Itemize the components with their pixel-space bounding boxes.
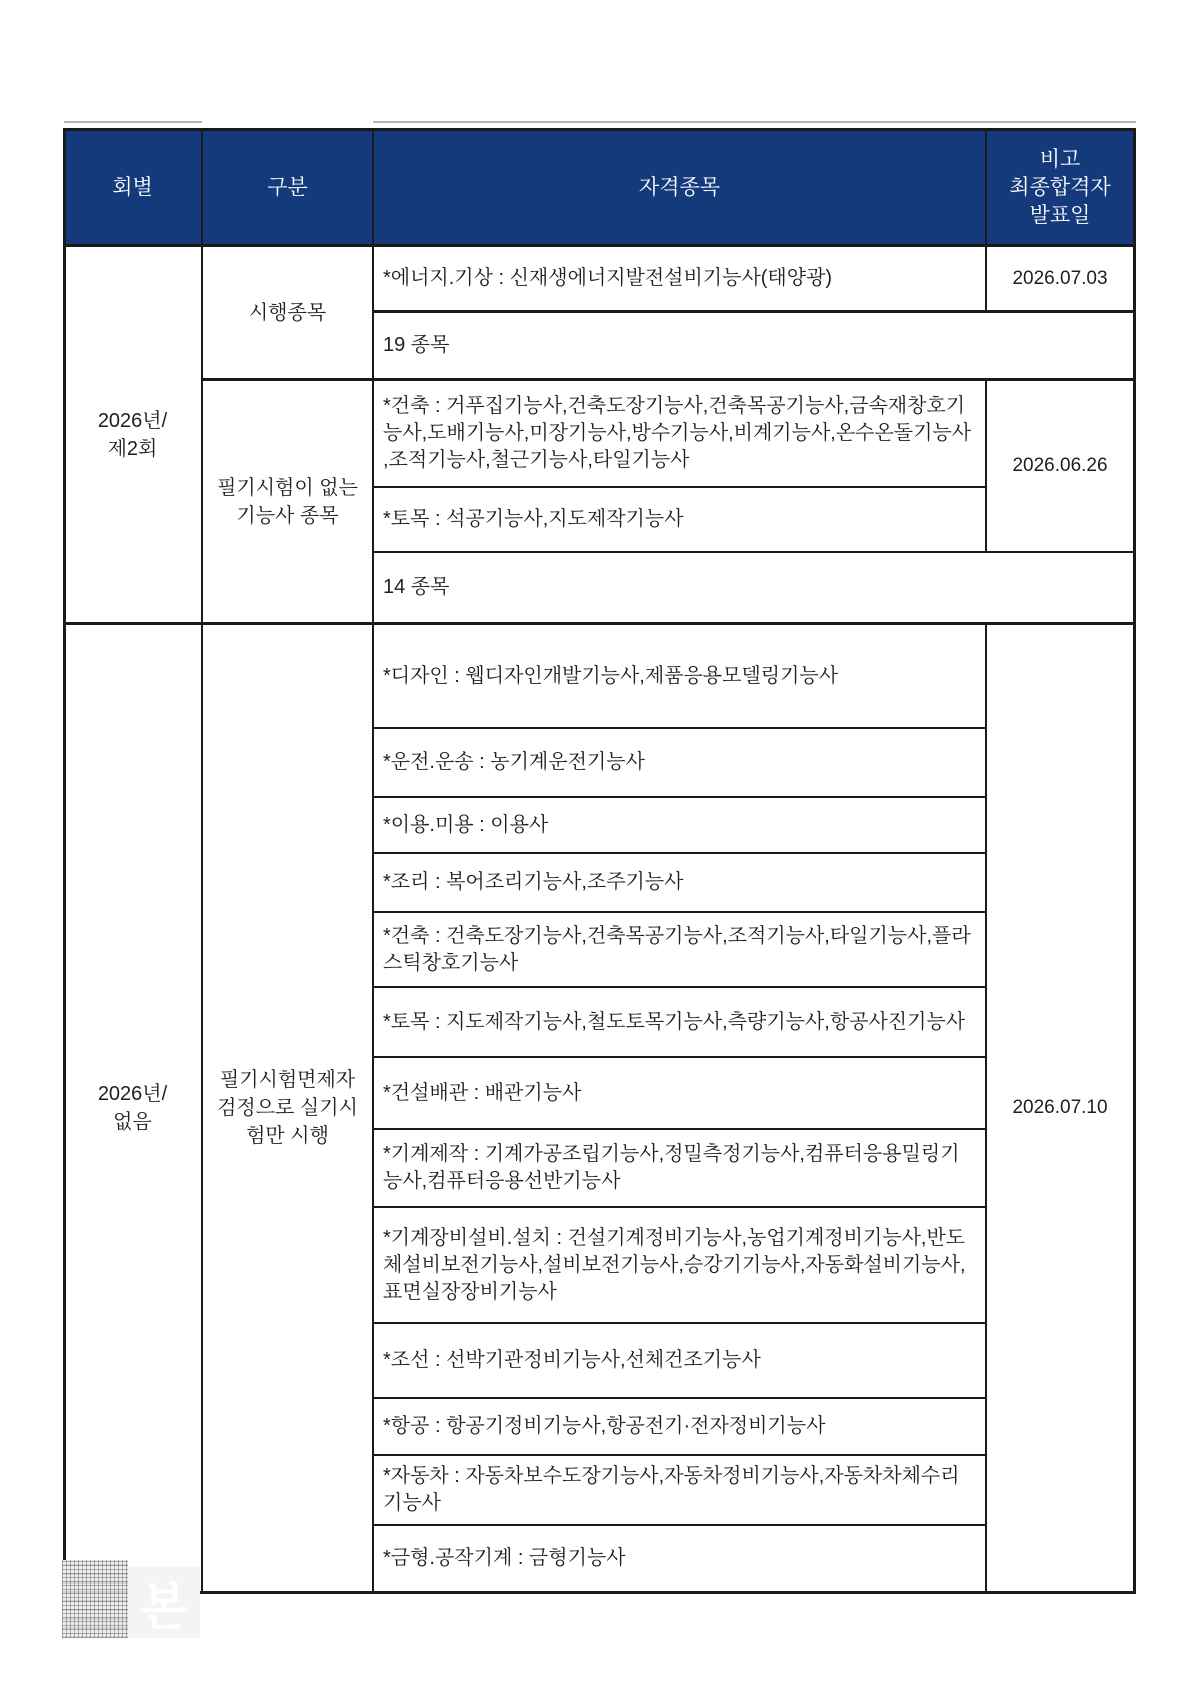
qualification-row-count-19 [374, 313, 1133, 378]
table-border [373, 1128, 985, 1130]
table-border [201, 131, 203, 1593]
category-label: 시행종목 [248, 301, 327, 324]
date-cell-2 [987, 381, 1133, 551]
session-label: 없음 [113, 1110, 152, 1133]
qualification-row-construction [374, 381, 985, 486]
date-text: 2026.07.10 [1012, 1096, 1108, 1118]
table-border [373, 310, 1136, 313]
qualification-row-energy [374, 247, 985, 310]
header-cell-session [64, 131, 201, 244]
count-text: 14 종목 [383, 576, 450, 598]
qualification-row-mold [374, 1526, 985, 1591]
qualification-row-machine-making [374, 1130, 985, 1206]
stamp-pattern [62, 1560, 128, 1638]
table-border [63, 128, 1136, 131]
qualification-text: *조선 : 선박기관정비기능사,선체건조기능사 [383, 1349, 761, 1371]
qualification-text: *건축 : 건축도장기능사,건축목공기능사,조적기능사,타일기능사,플라스틱창호기능사 [383, 924, 971, 974]
category-cell-implemented [203, 247, 372, 378]
table-border [373, 852, 985, 854]
table-border [202, 378, 1136, 381]
table-border [373, 1322, 985, 1324]
category-label: 필기시험면제자 [219, 1068, 356, 1091]
qualification-text: *운전.운송 : 농기계운전기능사 [383, 751, 645, 773]
qualification-text: *기계제작 : 기계가공조립기능사,정밀측정기능사,컴퓨터응용밀링기능사,컴퓨터응용선반기능사 [383, 1143, 960, 1192]
header-label: 최종합격자 [1009, 175, 1111, 199]
qualification-text: *토목 : 지도제작기능사,철도토목기능사,측량기능사,항공사진기능사 [383, 1010, 966, 1033]
qualification-row-aviation [374, 1399, 985, 1454]
session-label: 2026년/ [97, 409, 168, 432]
qualification-text: *이용.미용 : 이용사 [383, 813, 549, 836]
qualification-text: *토목 : 석공기능사,지도제작기능사 [383, 508, 684, 530]
table-border [63, 1591, 1136, 1594]
session-label: 제2회 [107, 437, 158, 460]
table-border [373, 1524, 985, 1526]
date-cell-1 [987, 247, 1133, 310]
qualification-text: *건설배관 : 배관기능사 [383, 1081, 582, 1104]
qualification-row-civil [374, 488, 985, 551]
header-cell-category [203, 131, 372, 244]
header-cell-qualification [374, 131, 985, 244]
table-border [373, 1454, 985, 1456]
category-label: 험만 시행 [246, 1124, 329, 1147]
qualification-text: *조리 : 복어조리기능사,조주기능사 [383, 871, 684, 893]
qualification-row-civil2 [374, 988, 985, 1056]
table-border [373, 986, 985, 988]
qualification-row-driving [374, 729, 985, 796]
date-text: 2026.07.03 [1012, 267, 1108, 289]
table-border [373, 911, 985, 913]
header-label: 구분 [267, 175, 308, 199]
date-text: 2026.06.26 [1012, 455, 1108, 476]
category-cell-no-written-exam [203, 381, 372, 622]
category-label: 기능사 종목 [236, 504, 339, 527]
table-border [373, 727, 985, 729]
table-border [373, 796, 985, 798]
qualification-row-cooking [374, 854, 985, 911]
header-label: 발표일 [1029, 203, 1091, 227]
qualification-row-design [374, 626, 985, 726]
header-label: 회별 [112, 175, 153, 199]
qualification-row-construction2 [374, 913, 985, 986]
table-border [63, 128, 66, 1594]
remnant-line [373, 121, 1136, 123]
table-border [63, 622, 1136, 625]
stamp-character [128, 1567, 200, 1638]
table-border [985, 381, 987, 551]
qualification-text: *항공 : 항공기정비기능사,항공전기·전자정비기능사 [383, 1415, 826, 1437]
session-cell-2026-none [64, 624, 201, 1591]
qualification-text: *자동차 : 자동차보수도장기능사,자동차정비기능사,자동차차체수리기능사 [383, 1465, 960, 1514]
table-border [372, 131, 374, 1593]
qualification-row-automobile [374, 1456, 985, 1524]
qualification-text: *디자인 : 웹디자인개발기능사,제품응용모델링기능사 [383, 664, 839, 687]
session-cell-2026-2 [64, 247, 201, 622]
qualification-text: *금형.공작기계 : 금형기능사 [383, 1547, 626, 1569]
header-cell-note [987, 131, 1133, 244]
table-border [985, 624, 987, 1593]
category-cell-exempt-practical-only [203, 624, 372, 1591]
qualification-row-count-14 [374, 553, 1133, 622]
table-border [373, 551, 1136, 553]
date-cell-3 [987, 624, 1133, 1591]
qualification-row-piping [374, 1058, 985, 1128]
table-border [63, 244, 1136, 247]
header-label: 자격종목 [638, 175, 721, 199]
count-text: 19 종목 [383, 334, 450, 356]
table-border [373, 1056, 985, 1058]
category-label: 필기시험이 없는 [217, 476, 358, 499]
stamp-glyph: 본 [139, 1578, 189, 1635]
session-label: 2026년/ [97, 1082, 168, 1105]
qualification-text: *기계장비설비.설치 : 건설기계정비기능사,농업기계정비기능사,반도체설비보전기능사,설비보전기능사,승강기기능사,자동화설비기능사,표면실장장비기능사 [383, 1226, 966, 1303]
table-border [373, 1206, 985, 1208]
qualification-row-machine-equipment [374, 1208, 985, 1322]
header-label: 비고 [1039, 147, 1081, 171]
qualification-text: *건축 : 거푸집기능사,건축도장기능사,건축목공기능사,금속재창호기능사,도배기능사,미장기능사,방수기능사,비계기능사,온수온돌기능사,조적기능사,철근기능사,타일기능사 [383, 395, 972, 471]
qualification-text: *에너지.기상 : 신재생에너지발전설비기능사(태양광) [383, 267, 833, 289]
table-border [373, 486, 985, 488]
table-border [373, 1397, 985, 1399]
table-border [1133, 128, 1136, 1594]
category-label: 검정으로 실기시 [217, 1096, 358, 1119]
qualification-row-shipbuilding [374, 1324, 985, 1397]
table-border [985, 131, 987, 312]
remnant-line [64, 121, 202, 123]
qualification-row-barber [374, 798, 985, 852]
